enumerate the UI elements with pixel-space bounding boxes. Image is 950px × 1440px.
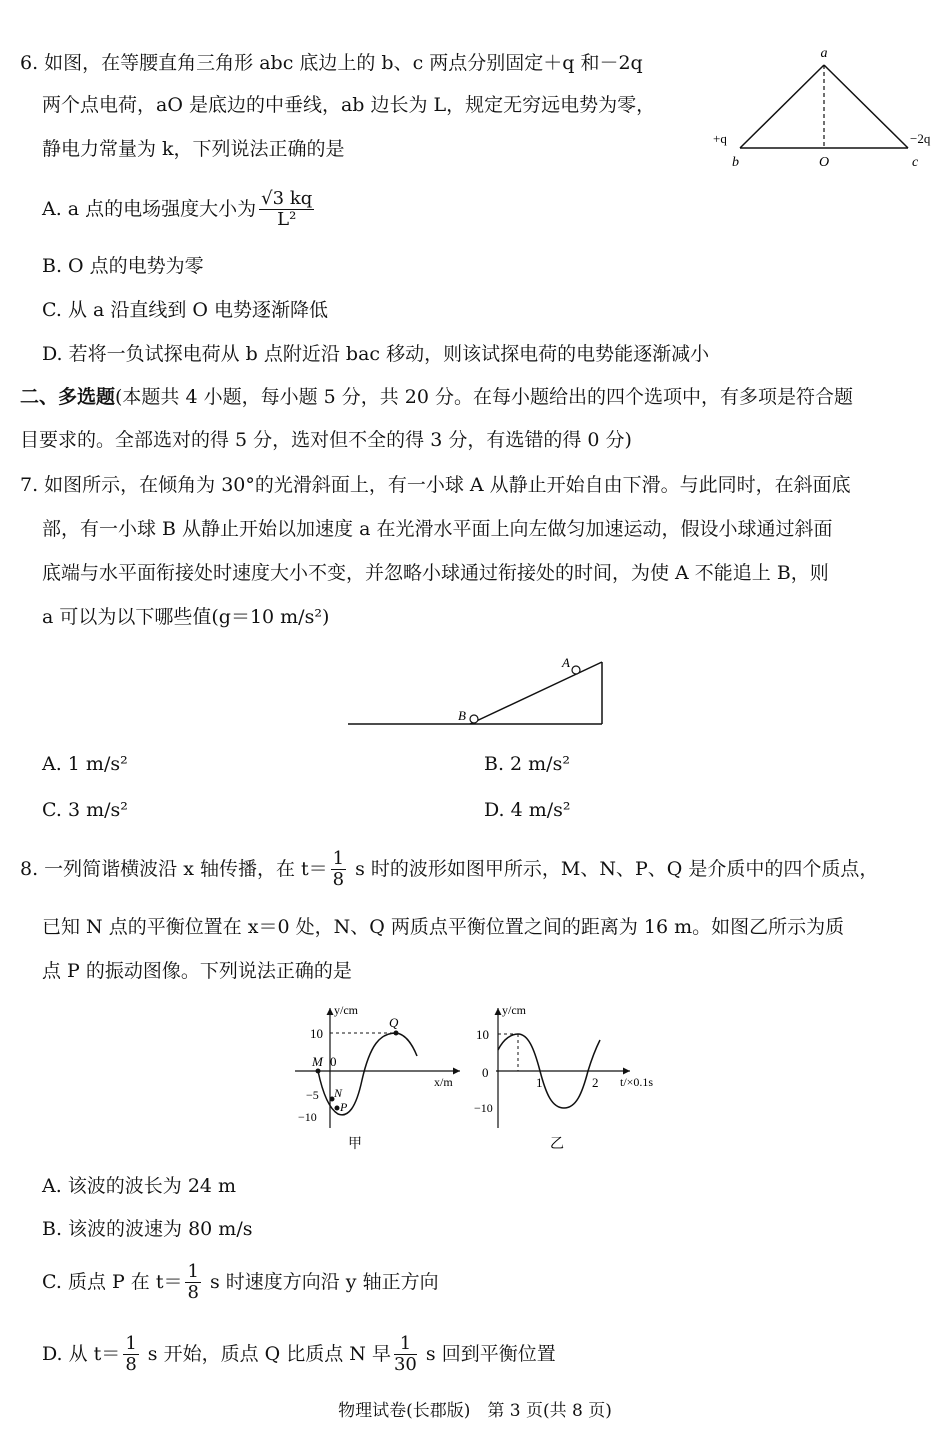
q8-waveform-figure [290, 1000, 470, 1160]
q7-option-a: A. 1 m/s² [42, 753, 128, 775]
q7-line2: 部，有一小球 B 从静止开始以加速度 a 在光滑水平面上向左做匀加速运动，假设小球通过斜面 [42, 518, 833, 540]
q6-option-a: A. a 点的电场强度大小为 $\frac{√3 kq}{\text{L²}}$ [42, 188, 313, 230]
point-M [316, 1069, 321, 1074]
q8-line1: 8. 一列简谐横波沿 x 轴传播，在 t＝ $\frac{1}{8}$ s 时的波形如图甲所示，M、N、P、Q 是介质中的四个质点， [20, 848, 879, 890]
q7-line3: 底端与水平面衔接处时速度大小不变，并忽略小球通过衔接处的时间，为使 A 不能追上 B，则 [42, 562, 829, 584]
label-A: A [562, 655, 570, 670]
label-O: O [818, 155, 830, 170]
q6-line3: 静电力常量为 k，下列说法正确的是 [42, 138, 345, 160]
incline-surface [470, 662, 602, 724]
q6-line2: 两个点电荷，aO 是底边的中垂线，ab 边长为 L，规定无穷远电势为零， [42, 94, 656, 116]
section2-line1: 二、多选题(本题共 4 小题，每小题 5 分，共 20 分。在每小题给出的四个选项中，有多项是符合题 [20, 386, 854, 408]
q7-line4: a 可以为以下哪些值(g＝10 m/s²) [42, 606, 330, 628]
label-N: N [334, 1086, 343, 1100]
label-a: a [820, 46, 828, 61]
tick-10: 10 [310, 1026, 323, 1041]
q8-option-b: B. 该波的波速为 80 m/s [42, 1218, 253, 1240]
q8-option-a: A. 该波的波长为 24 m [42, 1175, 237, 1197]
tick-10: 10 [476, 1027, 489, 1042]
tick-m10: −10 [474, 1101, 493, 1115]
tick-0: 0 [330, 1054, 337, 1069]
label-b: b [732, 155, 739, 170]
label-B: B [458, 708, 466, 723]
caption-jia: 甲 [348, 1137, 362, 1152]
ball-b [470, 715, 478, 723]
q6-triangle-figure [700, 40, 940, 170]
q6-option-c: C. 从 a 沿直线到 O 电势逐渐降低 [42, 299, 329, 321]
label-minus-2q: −2q [910, 131, 931, 146]
label-c: c [912, 155, 919, 170]
ball-a [572, 666, 580, 674]
q6-option-d: D. 若将一负试探电荷从 b 点附近沿 bac 移动，则该试探电荷的电势能逐渐减小 [42, 343, 710, 365]
caption-yi: 乙 [550, 1137, 564, 1152]
q7-option-c: C. 3 m/s² [42, 799, 128, 821]
q7-line1: 7. 如图所示，在倾角为 30°的光滑斜面上，有一小球 A 从静止开始自由下滑。与此同时，在斜面底 [20, 474, 851, 496]
tick-m5: −5 [306, 1088, 319, 1102]
ylabel: y/cm [334, 1003, 358, 1017]
tick-m10: −10 [298, 1110, 317, 1124]
label-plus-q: +q [713, 131, 727, 146]
label-Q: Q [389, 1015, 399, 1030]
section2-title: 二、多选题 [20, 386, 116, 408]
q8-vibration-figure [470, 1000, 690, 1160]
q7-incline-figure [340, 650, 620, 730]
xlabel: x/m [434, 1075, 453, 1089]
tlabel: t/×0.1s [620, 1075, 654, 1089]
wave-curve [318, 1033, 417, 1115]
tick-0: 0 [482, 1065, 489, 1080]
q6-line1: 6. 如图，在等腰直角三角形 abc 底边上的 b、c 两点分别固定＋q 和－2q [20, 52, 643, 74]
point-P [335, 1106, 340, 1111]
tick-t1: 1 [536, 1075, 543, 1090]
side-ac [824, 65, 908, 148]
label-M: M [312, 1054, 323, 1069]
page-footer: 物理试卷(长郡版) 第 3 页(共 8 页) [338, 1401, 612, 1421]
q8-option-d: D. 从 t＝ $\frac{1}{8}$ s 开始，质点 Q 比质点 N 早 $\frac{1}{30}$ s 回到平衡位置 [42, 1333, 556, 1375]
label-P: P [340, 1100, 348, 1114]
side-ab [740, 65, 824, 148]
q8-line2: 已知 N 点的平衡位置在 x＝0 处，N、Q 两质点平衡位置之间的距离为 16 m。如图乙所示为质 [42, 916, 845, 938]
q7-option-d: D. 4 m/s² [484, 799, 571, 821]
point-Q [394, 1031, 399, 1036]
q7-option-b: B. 2 m/s² [484, 753, 570, 775]
ylabel: y/cm [502, 1003, 526, 1017]
q8-option-c: C. 质点 P 在 t＝ $\frac{1}{8}$ s 时速度方向沿 y 轴正方向 [42, 1261, 439, 1303]
q8-line3: 点 P 的振动图像。下列说法正确的是 [42, 960, 352, 982]
q6-option-b: B. O 点的电势为零 [42, 255, 204, 277]
section2-line2: 目要求的。全部选对的得 5 分，选对但不全的得 3 分，有选错的得 0 分) [20, 429, 632, 451]
tick-t2: 2 [592, 1075, 599, 1090]
